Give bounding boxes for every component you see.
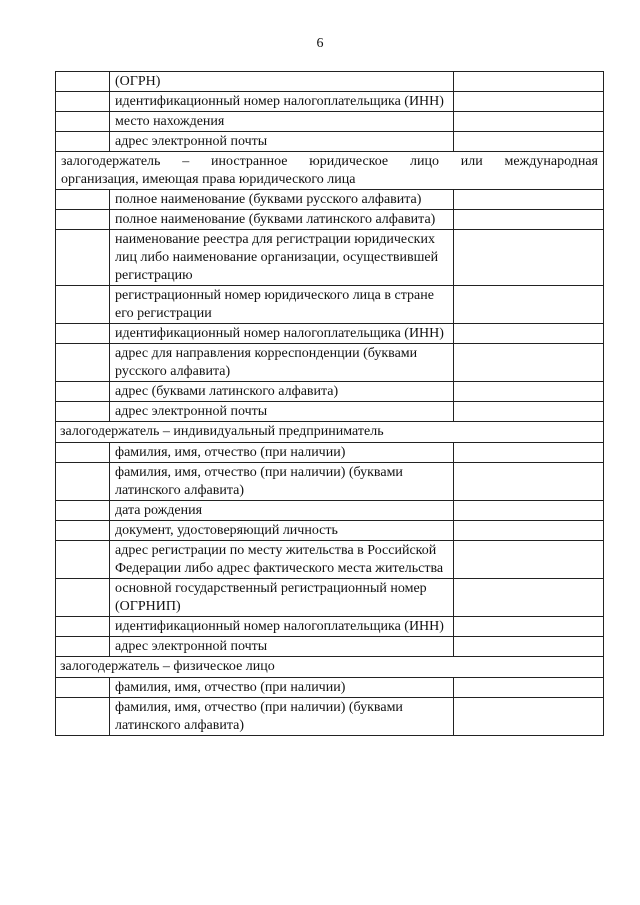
field-label: наименование реестра для регистрации юридических лиц либо наименование организации, осуществившей регистрацию <box>110 230 454 286</box>
value-cell[interactable] <box>454 190 604 210</box>
indent-cell <box>56 72 110 92</box>
indent-cell <box>56 579 110 617</box>
table-row <box>56 698 604 736</box>
value-cell[interactable] <box>454 324 604 344</box>
section-header-foreign-entity <box>56 152 604 190</box>
table-row <box>56 344 604 382</box>
indent-cell <box>56 210 110 230</box>
value-cell[interactable] <box>454 678 604 698</box>
table-row <box>56 382 604 402</box>
field-label: адрес регистрации по месту жительства в Российской Федерации либо адрес фактического места жительства <box>110 541 454 579</box>
value-cell[interactable] <box>454 541 604 579</box>
value-cell[interactable] <box>454 382 604 402</box>
indent-cell <box>56 230 110 286</box>
table-row <box>56 521 604 541</box>
indent-cell <box>56 463 110 501</box>
table-row <box>56 617 604 637</box>
value-cell[interactable] <box>454 112 604 132</box>
field-label: фамилия, имя, отчество (при наличии) <box>110 678 454 698</box>
field-label: адрес для направления корреспонденции (буквами русского алфавита) <box>110 344 454 382</box>
section-header-natural-person: залогодержатель – физическое лицо <box>56 657 604 678</box>
indent-cell <box>56 617 110 637</box>
value-cell[interactable] <box>454 521 604 541</box>
value-cell[interactable] <box>454 698 604 736</box>
field-label: идентификационный номер налогоплательщика (ИНН) <box>110 617 454 637</box>
field-label: документ, удостоверяющий личность <box>110 521 454 541</box>
table-row <box>56 230 604 286</box>
section-header-line: залогодержатель – иностранное юридическое лицо или международная <box>61 154 598 169</box>
indent-cell <box>56 382 110 402</box>
value-cell[interactable] <box>454 617 604 637</box>
table-row <box>56 402 604 422</box>
indent-cell <box>56 190 110 210</box>
value-cell[interactable] <box>454 402 604 422</box>
page-number: 6 <box>316 36 324 51</box>
field-label: дата рождения <box>110 501 454 521</box>
value-cell[interactable] <box>454 132 604 152</box>
value-cell[interactable] <box>454 344 604 382</box>
indent-cell <box>56 698 110 736</box>
value-cell[interactable] <box>454 286 604 324</box>
pledgee-details-table <box>55 71 604 736</box>
field-label: место нахождения <box>110 112 454 132</box>
value-cell[interactable] <box>454 72 604 92</box>
field-label: регистрационный номер юридического лица в стране его регистрации <box>110 286 454 324</box>
value-cell[interactable] <box>454 637 604 657</box>
table-row <box>56 501 604 521</box>
field-label: полное наименование (буквами русского алфавита) <box>110 190 454 210</box>
indent-cell <box>56 637 110 657</box>
field-label: адрес электронной почты <box>110 637 454 657</box>
indent-cell <box>56 132 110 152</box>
table-row <box>56 678 604 698</box>
indent-cell <box>56 501 110 521</box>
table-row <box>56 92 604 112</box>
table-row <box>56 324 604 344</box>
indent-cell <box>56 286 110 324</box>
value-cell[interactable] <box>454 579 604 617</box>
field-label: идентификационный номер налогоплательщика (ИНН) <box>110 324 454 344</box>
value-cell[interactable] <box>454 210 604 230</box>
table-row <box>56 112 604 132</box>
value-cell[interactable] <box>454 230 604 286</box>
table-row <box>56 637 604 657</box>
table-row <box>56 210 604 230</box>
table-row <box>56 190 604 210</box>
field-label: адрес электронной почты <box>110 132 454 152</box>
value-cell[interactable] <box>454 501 604 521</box>
value-cell[interactable] <box>454 443 604 463</box>
table-row <box>56 579 604 617</box>
indent-cell <box>56 541 110 579</box>
table-row <box>56 72 604 92</box>
indent-cell <box>56 112 110 132</box>
section-header-row <box>56 657 604 678</box>
field-label: основной государственный регистрационный номер (ОГРНИП) <box>110 579 454 617</box>
field-label: адрес (буквами латинского алфавита) <box>110 382 454 402</box>
field-label: фамилия, имя, отчество (при наличии) <box>110 443 454 463</box>
field-label: идентификационный номер налогоплательщика (ИНН) <box>110 92 454 112</box>
indent-cell <box>56 344 110 382</box>
field-label: адрес электронной почты <box>110 402 454 422</box>
section-header-row <box>56 152 604 190</box>
indent-cell <box>56 521 110 541</box>
value-cell[interactable] <box>454 463 604 501</box>
field-label: фамилия, имя, отчество (при наличии) (буквами латинского алфавита) <box>110 463 454 501</box>
field-label: (ОГРН) <box>110 72 454 92</box>
section-header-row <box>56 422 604 443</box>
table-row <box>56 286 604 324</box>
table-row <box>56 132 604 152</box>
indent-cell <box>56 324 110 344</box>
value-cell[interactable] <box>454 92 604 112</box>
table-row <box>56 541 604 579</box>
indent-cell <box>56 92 110 112</box>
table-row <box>56 463 604 501</box>
section-header-entrepreneur: залогодержатель – индивидуальный предприниматель <box>56 422 604 443</box>
indent-cell <box>56 443 110 463</box>
indent-cell <box>56 678 110 698</box>
indent-cell <box>56 402 110 422</box>
section-header-line: организация, имеющая права юридического лица <box>61 172 356 187</box>
table-row <box>56 443 604 463</box>
field-label: полное наименование (буквами латинского алфавита) <box>110 210 454 230</box>
field-label: фамилия, имя, отчество (при наличии) (буквами латинского алфавита) <box>110 698 454 736</box>
